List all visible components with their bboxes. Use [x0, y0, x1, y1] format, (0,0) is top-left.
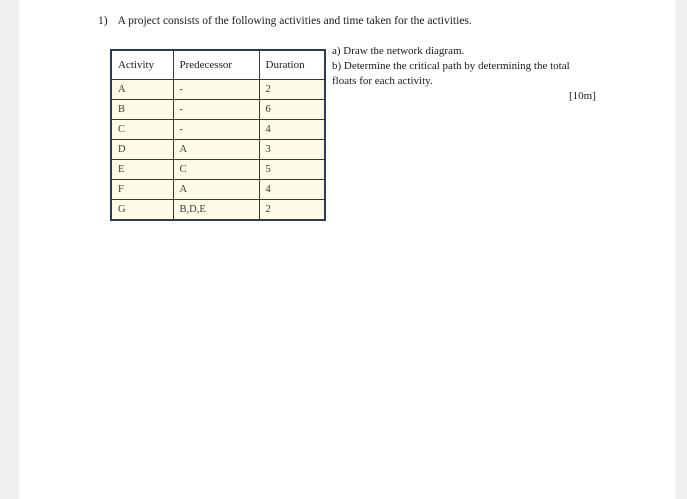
- header-duration: Duration: [259, 50, 325, 80]
- predecessor-cell: -: [173, 80, 259, 100]
- table-row: [111, 120, 325, 140]
- table-row: [111, 180, 325, 200]
- activity-cell: C: [111, 120, 173, 140]
- table-row: [111, 140, 325, 160]
- duration-cell: 4: [259, 180, 325, 200]
- predecessor-cell: A: [173, 140, 259, 160]
- activity-cell: E: [111, 160, 173, 180]
- predecessor-cell: C: [173, 160, 259, 180]
- activity-cell: A: [111, 80, 173, 100]
- predecessor-cell: -: [173, 120, 259, 140]
- question-text: A project consists of the following activities and time taken for the activities.: [117, 15, 472, 27]
- duration-cell: 5: [259, 160, 325, 180]
- instruction-part-a: a) Draw the network diagram.: [332, 45, 465, 57]
- table-row: [111, 100, 325, 120]
- table-row: [111, 80, 325, 100]
- predecessor-cell: -: [173, 100, 259, 120]
- duration-cell: 2: [259, 80, 325, 100]
- table-row: [111, 160, 325, 180]
- question-heading: [98, 15, 472, 27]
- marks-label: [10m]: [569, 90, 596, 102]
- predecessor-cell: A: [173, 180, 259, 200]
- activity-cell: B: [111, 100, 173, 120]
- header-activity: Activity: [111, 50, 173, 80]
- header-predecessor: Predecessor: [173, 50, 259, 80]
- table-row: [111, 200, 325, 221]
- duration-cell: 3: [259, 140, 325, 160]
- activity-cell: D: [111, 140, 173, 160]
- instructions-block: [332, 44, 612, 89]
- table-header-row: [111, 50, 325, 80]
- duration-cell: 4: [259, 120, 325, 140]
- question-number: 1): [98, 15, 108, 27]
- instruction-part-b-line1: b) Determine the critical path by determining the total: [332, 60, 570, 72]
- predecessor-cell: B,D,E: [173, 200, 259, 221]
- activity-table: [110, 49, 326, 221]
- duration-cell: 6: [259, 100, 325, 120]
- activity-cell: F: [111, 180, 173, 200]
- activity-cell: G: [111, 200, 173, 221]
- duration-cell: 2: [259, 200, 325, 221]
- instruction-part-b-line2: floats for each activity.: [332, 75, 433, 87]
